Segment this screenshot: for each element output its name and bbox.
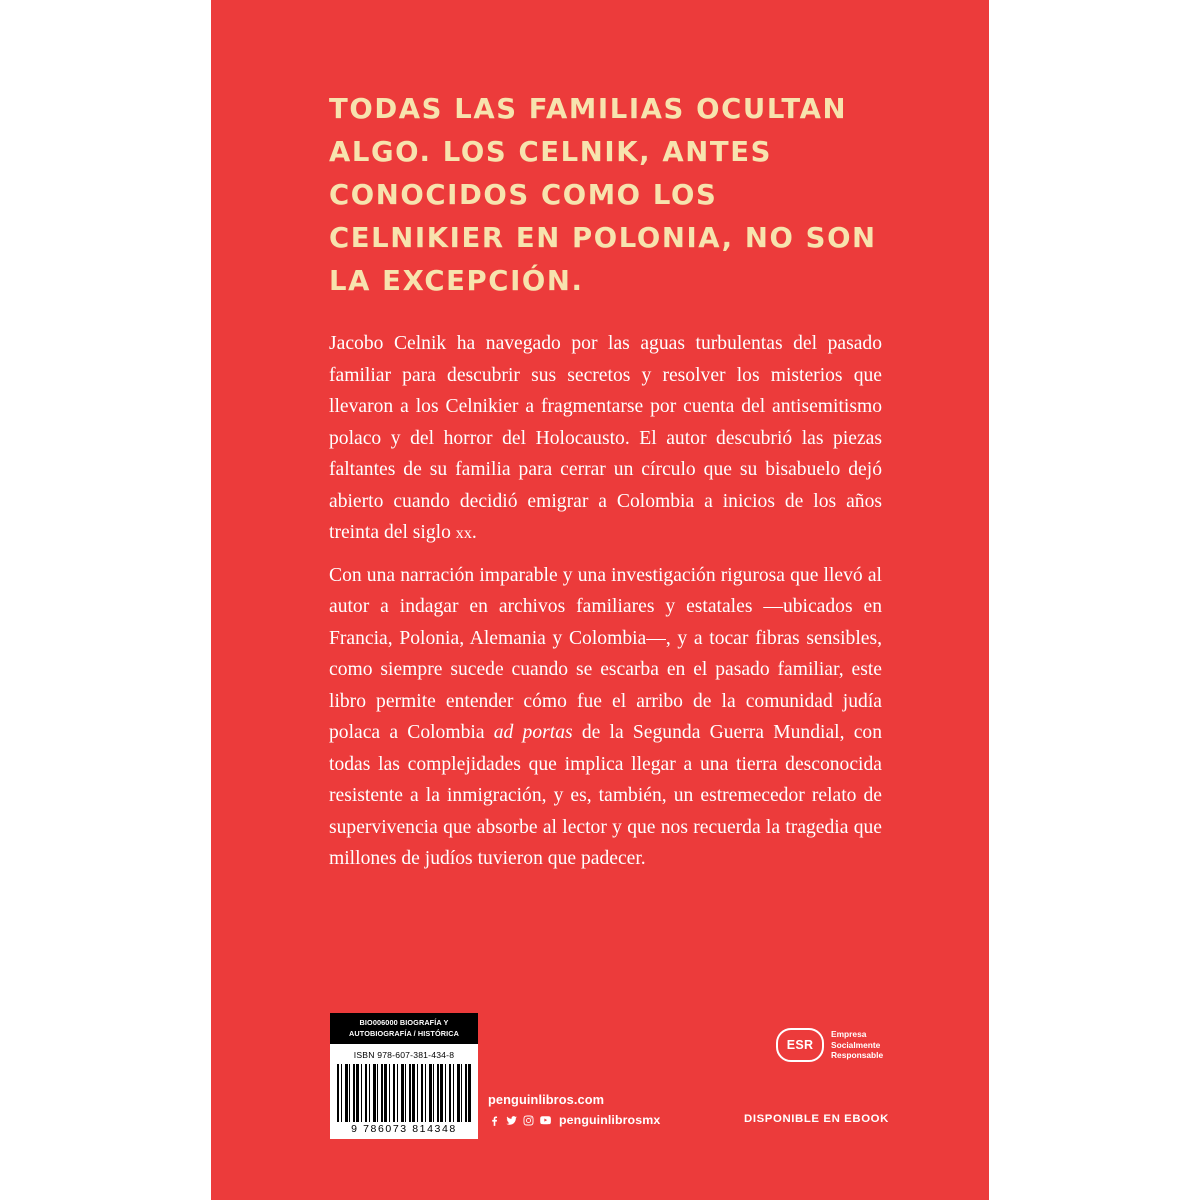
esr-text <box>831 1029 883 1060</box>
barcode-block <box>330 1013 478 1139</box>
instagram-icon <box>522 1114 535 1127</box>
social-row <box>488 1113 660 1127</box>
blurb-paragraph-1-text: Jacobo Celnik ha navegado por las aguas turbulentas del pasado familiar para descubrir sus secretos y resolver los misterios que llevaron a los Celnikier a fragmentarse por cuenta del antisemitismo polaco y del horror del Holocausto. El autor descubrió las piezas faltantes de su familia para cerrar un círculo que su bisabuelo dejó abierto cuando decidió emigrar a Colombia a inicios de los años treinta del siglo <box>329 333 882 543</box>
blurb-paragraph-2-a: Con una narración imparable y una investigación rigurosa que llevó al autor a indagar en archivos familiares y estatales —ubicados en Francia, Polonia, Alemania y Colombia—, y a tocar fibras sensibles, como siempre sucede cuando se escarba en el pasado familiar, este libro permite entender cómo fue el arribo de la comunidad judía polaca a Colombia <box>329 564 882 743</box>
facebook-icon <box>488 1114 501 1127</box>
bisac-line-1: BIO006000 BIOGRAFÍA Y <box>359 1018 449 1027</box>
social-handle: penguinlibrosmx <box>559 1113 661 1127</box>
blurb-paragraph-1-end: . <box>471 522 477 543</box>
esr-mark: ESR <box>776 1028 824 1062</box>
blurb-paragraph-2 <box>329 560 882 875</box>
bisac-line-2: AUTOBIOGRAFÍA / HISTÓRICA <box>349 1028 459 1038</box>
esr-line-1: Empresa <box>831 1029 867 1040</box>
esr-logo <box>776 1028 883 1062</box>
barcode-bars <box>337 1064 471 1122</box>
youtube-icon <box>539 1114 552 1127</box>
blurb-century-smallcaps: xx <box>455 525 472 542</box>
publisher-website: penguinlibros.com <box>488 1092 605 1107</box>
ebook-availability-note: DISPONIBLE EN EBOOK <box>744 1113 889 1125</box>
blurb-paragraph-1 <box>329 328 882 550</box>
esr-line-3: Responsable <box>831 1050 884 1061</box>
cover-blurb <box>329 328 882 875</box>
cover-headline: TODAS LAS FAMILIAS OCULTAN ALGO. LOS CELNIK, ANTES CONOCIDOS COMO LOS CELNIKIER EN POLONIA, NO SON LA EXCEPCIÓN. <box>329 93 877 297</box>
isbn-text: ISBN 978-607-381-434-8 <box>330 1044 478 1064</box>
bisac-category <box>330 1013 478 1044</box>
book-back-cover <box>211 0 989 1200</box>
blurb-latin-phrase: ad portas <box>493 722 573 743</box>
blurb-paragraph-2-b: de la Segunda Guerra Mundial, con todas las complejidades que implica llegar a una tierra desconocida resistente a la inmigración, y es, también, un estremecedor relato de supervivencia que absorbe al lector y que nos recuerda la tragedia que millones de judíos tuvieron que padecer. <box>329 722 882 869</box>
barcode-digits: 9 786073 814348 <box>330 1122 478 1139</box>
twitter-icon <box>505 1114 518 1127</box>
esr-line-2: Socialmente <box>831 1039 881 1050</box>
